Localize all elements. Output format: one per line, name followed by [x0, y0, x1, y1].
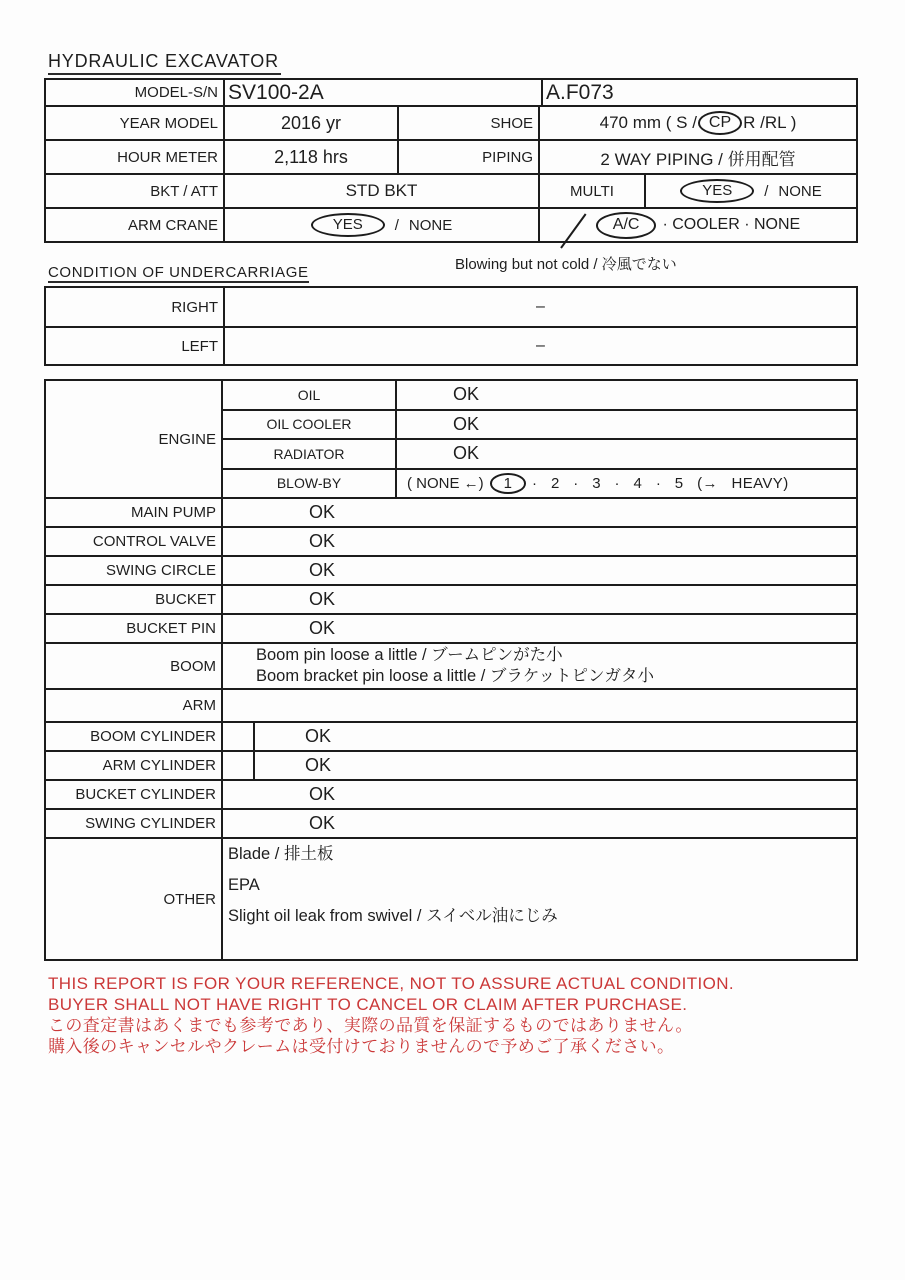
ac-annotation: Blowing but not cold / 冷風でない — [455, 256, 677, 273]
arm-cylinder-label: ARM CYLINDER — [46, 752, 223, 779]
engine-label: ENGINE — [46, 381, 223, 497]
arm-cylinder-value: OK — [305, 755, 332, 775]
bucket-row — [46, 584, 856, 613]
other-row — [46, 837, 856, 959]
arm-cylinder-checkbox-cell — [223, 752, 255, 779]
right-value: – — [223, 288, 856, 326]
bucket-cylinder-row — [46, 779, 856, 808]
year-model-value: 2016 yr — [223, 107, 397, 139]
oil-value: OK — [395, 381, 856, 409]
main-pump-row — [46, 497, 856, 526]
undercarriage-row-right — [46, 288, 856, 326]
shoe-cp-circle: CP — [698, 111, 742, 135]
arm-crane-yes-circle: YES — [311, 213, 385, 237]
multi-yes-circle: YES — [680, 179, 754, 203]
engine-subrows — [223, 381, 856, 497]
boom-cylinder-label: BOOM CYLINDER — [46, 723, 223, 750]
arm-crane-value — [223, 209, 538, 241]
boom-label: BOOM — [46, 644, 223, 688]
header-row-hour-piping — [46, 139, 856, 173]
blowby-suffix: · 2 · 3 · 4 · 5 (→ HEAVY) — [532, 474, 789, 492]
ac-circle: A/C — [596, 212, 657, 239]
other-note-line: Blade / 排土板 — [228, 845, 334, 863]
engine-row-blowby — [223, 468, 856, 498]
undercarriage-heading: CONDITION OF UNDERCARRIAGE — [48, 264, 309, 281]
ac-options-rest: · COOLER · NONE — [662, 216, 801, 233]
swing-cylinder-label: SWING CYLINDER — [46, 810, 223, 837]
model-value: SV100-2A — [223, 80, 541, 105]
bucket-value: OK — [309, 589, 336, 609]
control-valve-label: CONTROL VALVE — [46, 528, 223, 555]
hour-meter-label: HOUR METER — [117, 148, 218, 166]
blowby-rating-circle: 1 — [490, 473, 526, 494]
header-row-year-shoe — [46, 105, 856, 139]
other-notes — [223, 839, 856, 959]
boom-note-line: Boom bracket pin loose a little / ブラケットピンガタ小 — [256, 667, 655, 685]
header-row-bkt-multi — [46, 173, 856, 207]
header-row-model — [46, 80, 856, 105]
engine-row-radiator — [223, 438, 856, 468]
arm-crane-separator: / — [394, 216, 399, 234]
year-model-label: YEAR MODEL — [119, 114, 218, 132]
oil-label: OIL — [297, 386, 321, 403]
undercarriage-row-left — [46, 326, 856, 364]
disclaimer-line: この査定書はあくまでも参考であり、実際の品質を保証するものではありません。 — [48, 1016, 693, 1035]
other-label: OTHER — [46, 839, 223, 959]
control-valve-row — [46, 526, 856, 555]
multi-value — [644, 175, 856, 207]
main-pump-label: MAIN PUMP — [46, 499, 223, 526]
boom-notes — [223, 644, 856, 688]
engine-band — [46, 381, 856, 497]
radiator-label: RADIATOR — [273, 445, 345, 462]
other-note-line: Slight oil leak from swivel / スイベル油にじみ — [228, 907, 558, 925]
oil-cooler-value: OK — [395, 411, 856, 439]
other-note-line: EPA — [228, 876, 260, 894]
model-label: MODEL-S/N — [134, 84, 218, 101]
arm-cylinder-row — [46, 750, 856, 779]
left-value: – — [223, 328, 856, 364]
undercarriage-table — [44, 286, 858, 366]
engine-row-oil — [223, 381, 856, 409]
piping-value: 2 WAY PIPING / 併用配管 — [538, 141, 856, 173]
disclaimer-line: THIS REPORT IS FOR YOUR REFERENCE, NOT TO ASSURE ACTUAL CONDITION. — [48, 974, 735, 993]
shoe-label: SHOE — [397, 107, 538, 139]
oil-cooler-label: OIL COOLER — [266, 416, 352, 433]
shoe-value-prefix: 470 mm ( S / — [599, 113, 697, 132]
arm-value — [223, 690, 856, 721]
header-row-armcrane-ac — [46, 207, 856, 241]
inspection-table — [44, 379, 858, 961]
bucket-label: BUCKET — [46, 586, 223, 613]
bkt-att-value: STD BKT — [223, 175, 538, 207]
boom-cylinder-checkbox-cell — [223, 723, 255, 750]
swing-circle-row — [46, 555, 856, 584]
multi-separator: / — [764, 182, 769, 200]
shoe-value-suffix: R /RL ) — [743, 113, 797, 132]
swing-cylinder-row — [46, 808, 856, 837]
blowby-label: BLOW-BY — [276, 475, 342, 492]
disclaimer-line: BUYER SHALL NOT HAVE RIGHT TO CANCEL OR CLAIM AFTER PURCHASE. — [48, 995, 688, 1014]
blowby-scale — [395, 470, 856, 498]
bucket-pin-row — [46, 613, 856, 642]
radiator-value: OK — [395, 440, 856, 468]
swing-cylinder-value: OK — [309, 813, 336, 833]
arm-crane-label: ARM CRANE — [127, 216, 218, 234]
bucket-pin-value: OK — [309, 618, 336, 638]
arm-crane-none-option: NONE — [408, 216, 453, 234]
boom-note-line: Boom pin loose a little / ブームピンがた小 — [256, 646, 563, 664]
boom-cylinder-value: OK — [305, 726, 332, 746]
multi-label: MULTI — [538, 175, 644, 207]
bucket-cylinder-label: BUCKET CYLINDER — [46, 781, 223, 808]
arm-row — [46, 688, 856, 721]
main-pump-value: OK — [309, 502, 336, 522]
swing-circle-label: SWING CIRCLE — [46, 557, 223, 584]
bkt-att-label: BKT / ATT — [150, 182, 218, 200]
disclaimer-line: 購入後のキャンセルやクレームは受付けておりませんので予めご了承ください。 — [48, 1037, 675, 1056]
left-label: LEFT — [181, 337, 218, 355]
disclaimer — [48, 973, 734, 1057]
bucket-pin-label: BUCKET PIN — [46, 615, 223, 642]
boom-cylinder-row — [46, 721, 856, 750]
arm-label: ARM — [46, 690, 223, 721]
piping-label: PIPING — [397, 141, 538, 173]
multi-none-option: NONE — [778, 182, 822, 200]
engine-row-oil-cooler — [223, 409, 856, 439]
blowby-prefix: ( NONE ←) — [407, 474, 484, 492]
header-table — [44, 78, 858, 243]
right-label: RIGHT — [171, 298, 218, 316]
bucket-cylinder-value: OK — [309, 784, 336, 804]
hour-meter-value: 2,118 hrs — [223, 141, 397, 173]
control-valve-value: OK — [309, 531, 336, 551]
serial-value: A.F073 — [541, 80, 856, 105]
shoe-value — [538, 107, 856, 139]
page-title: HYDRAULIC EXCAVATOR — [48, 51, 281, 75]
boom-row — [46, 642, 856, 688]
swing-circle-value: OK — [309, 560, 336, 580]
